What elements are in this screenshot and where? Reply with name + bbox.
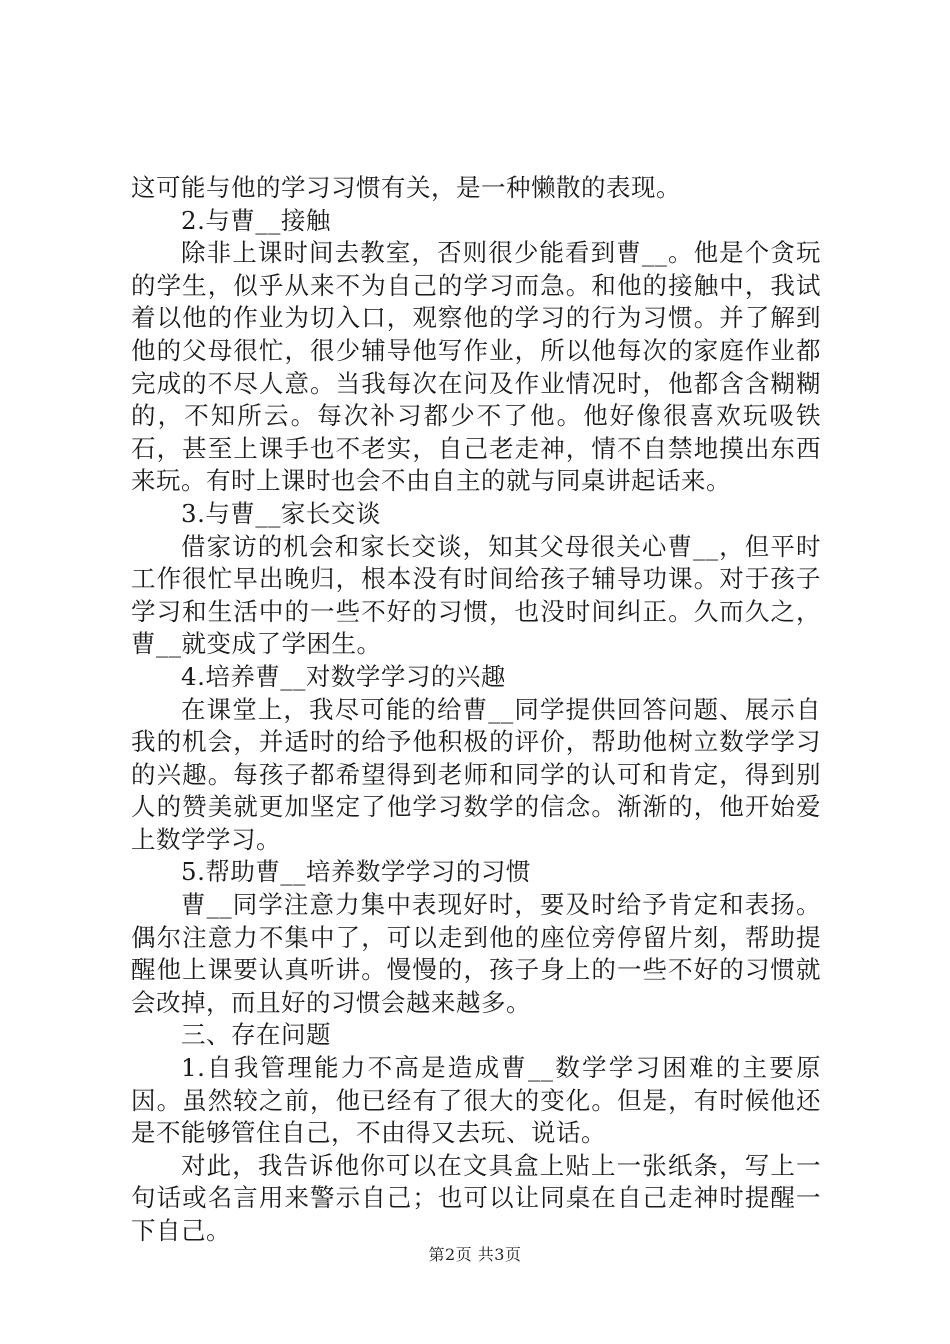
paragraph: 在课堂上，我尽可能的给曹__同学提供回答问题、展示自我的机会，并适时的给予他积极的评价，帮助他树立数学学习的兴趣。每孩子都希望得到老师和同学的认可和肯定，得到别人的赞美就更加坚定了他学习数学的信念。渐渐的，他开始爱上数学学习。 <box>131 694 821 854</box>
section-heading: 3.与曹__家长交谈 <box>181 498 381 528</box>
paragraph: 1.自我管理能力不高是造成曹__数学学习困难的主要原因。虽然较之前，他已经有了很大的变化。但是，有时候他还是不能够管住自己，不由得又去玩、说话。 <box>131 1053 821 1148</box>
document-body <box>131 172 821 1248</box>
paragraph: 曹__同学注意力集中表现好时，要及时给予肯定和表扬。偶尔注意力不集中了，可以走到他的座位旁停留片刻，帮助提醒他上课要认真听讲。慢慢的，孩子身上的一些不好的习惯就会改掉，而且好的习惯会越来越多。 <box>131 890 821 1017</box>
section-heading: 5.帮助曹__培养数学学习的习惯 <box>181 857 531 887</box>
paragraph: 对此，我告诉他你可以在文具盒上贴上一张纸条，写上一句话或名言用来警示自己；也可以让同桌在自己走神时提醒一下自己。 <box>131 1150 821 1245</box>
section-heading: 4.培养曹__对数学学习的兴趣 <box>181 661 506 691</box>
section-heading: 2.与曹__接触 <box>181 205 331 235</box>
paragraph: 借家访的机会和家长交谈，知其父母很关心曹__，但平时工作很忙早出晚归，根本没有时间给孩子辅导功课。对于孩子学习和生活中的一些不好的习惯，也没时间纠正。久而久之，曹__就变成了学困生。 <box>131 531 821 659</box>
section-heading: 三、存在问题 <box>181 1020 331 1050</box>
paragraph: 这可能与他的学习习惯有关，是一种懒散的表现。 <box>131 173 681 202</box>
page-number-footer: 第2页 共3页 <box>428 1245 522 1264</box>
paragraph: 除非上课时间去教室，否则很少能看到曹__。他是个贪玩的学生，似乎从来不为自己的学习而急。和他的接触中，我试着以他的作业为切入口，观察他的学习的行为习惯。并了解到他的父母很忙，很少辅导他写作业，所以他每次的家庭作业都完成的不尽人意。当我每次在问及作业情况时，他都含含糊糊的，不知所云。每次补习都少不了他。他好像很喜欢玩吸铁石，甚至上课手也不老实，自己老走神，情不自禁地摸出东西来玩。有时上课时也会不由自主的就与同桌讲起话来。 <box>131 238 821 496</box>
